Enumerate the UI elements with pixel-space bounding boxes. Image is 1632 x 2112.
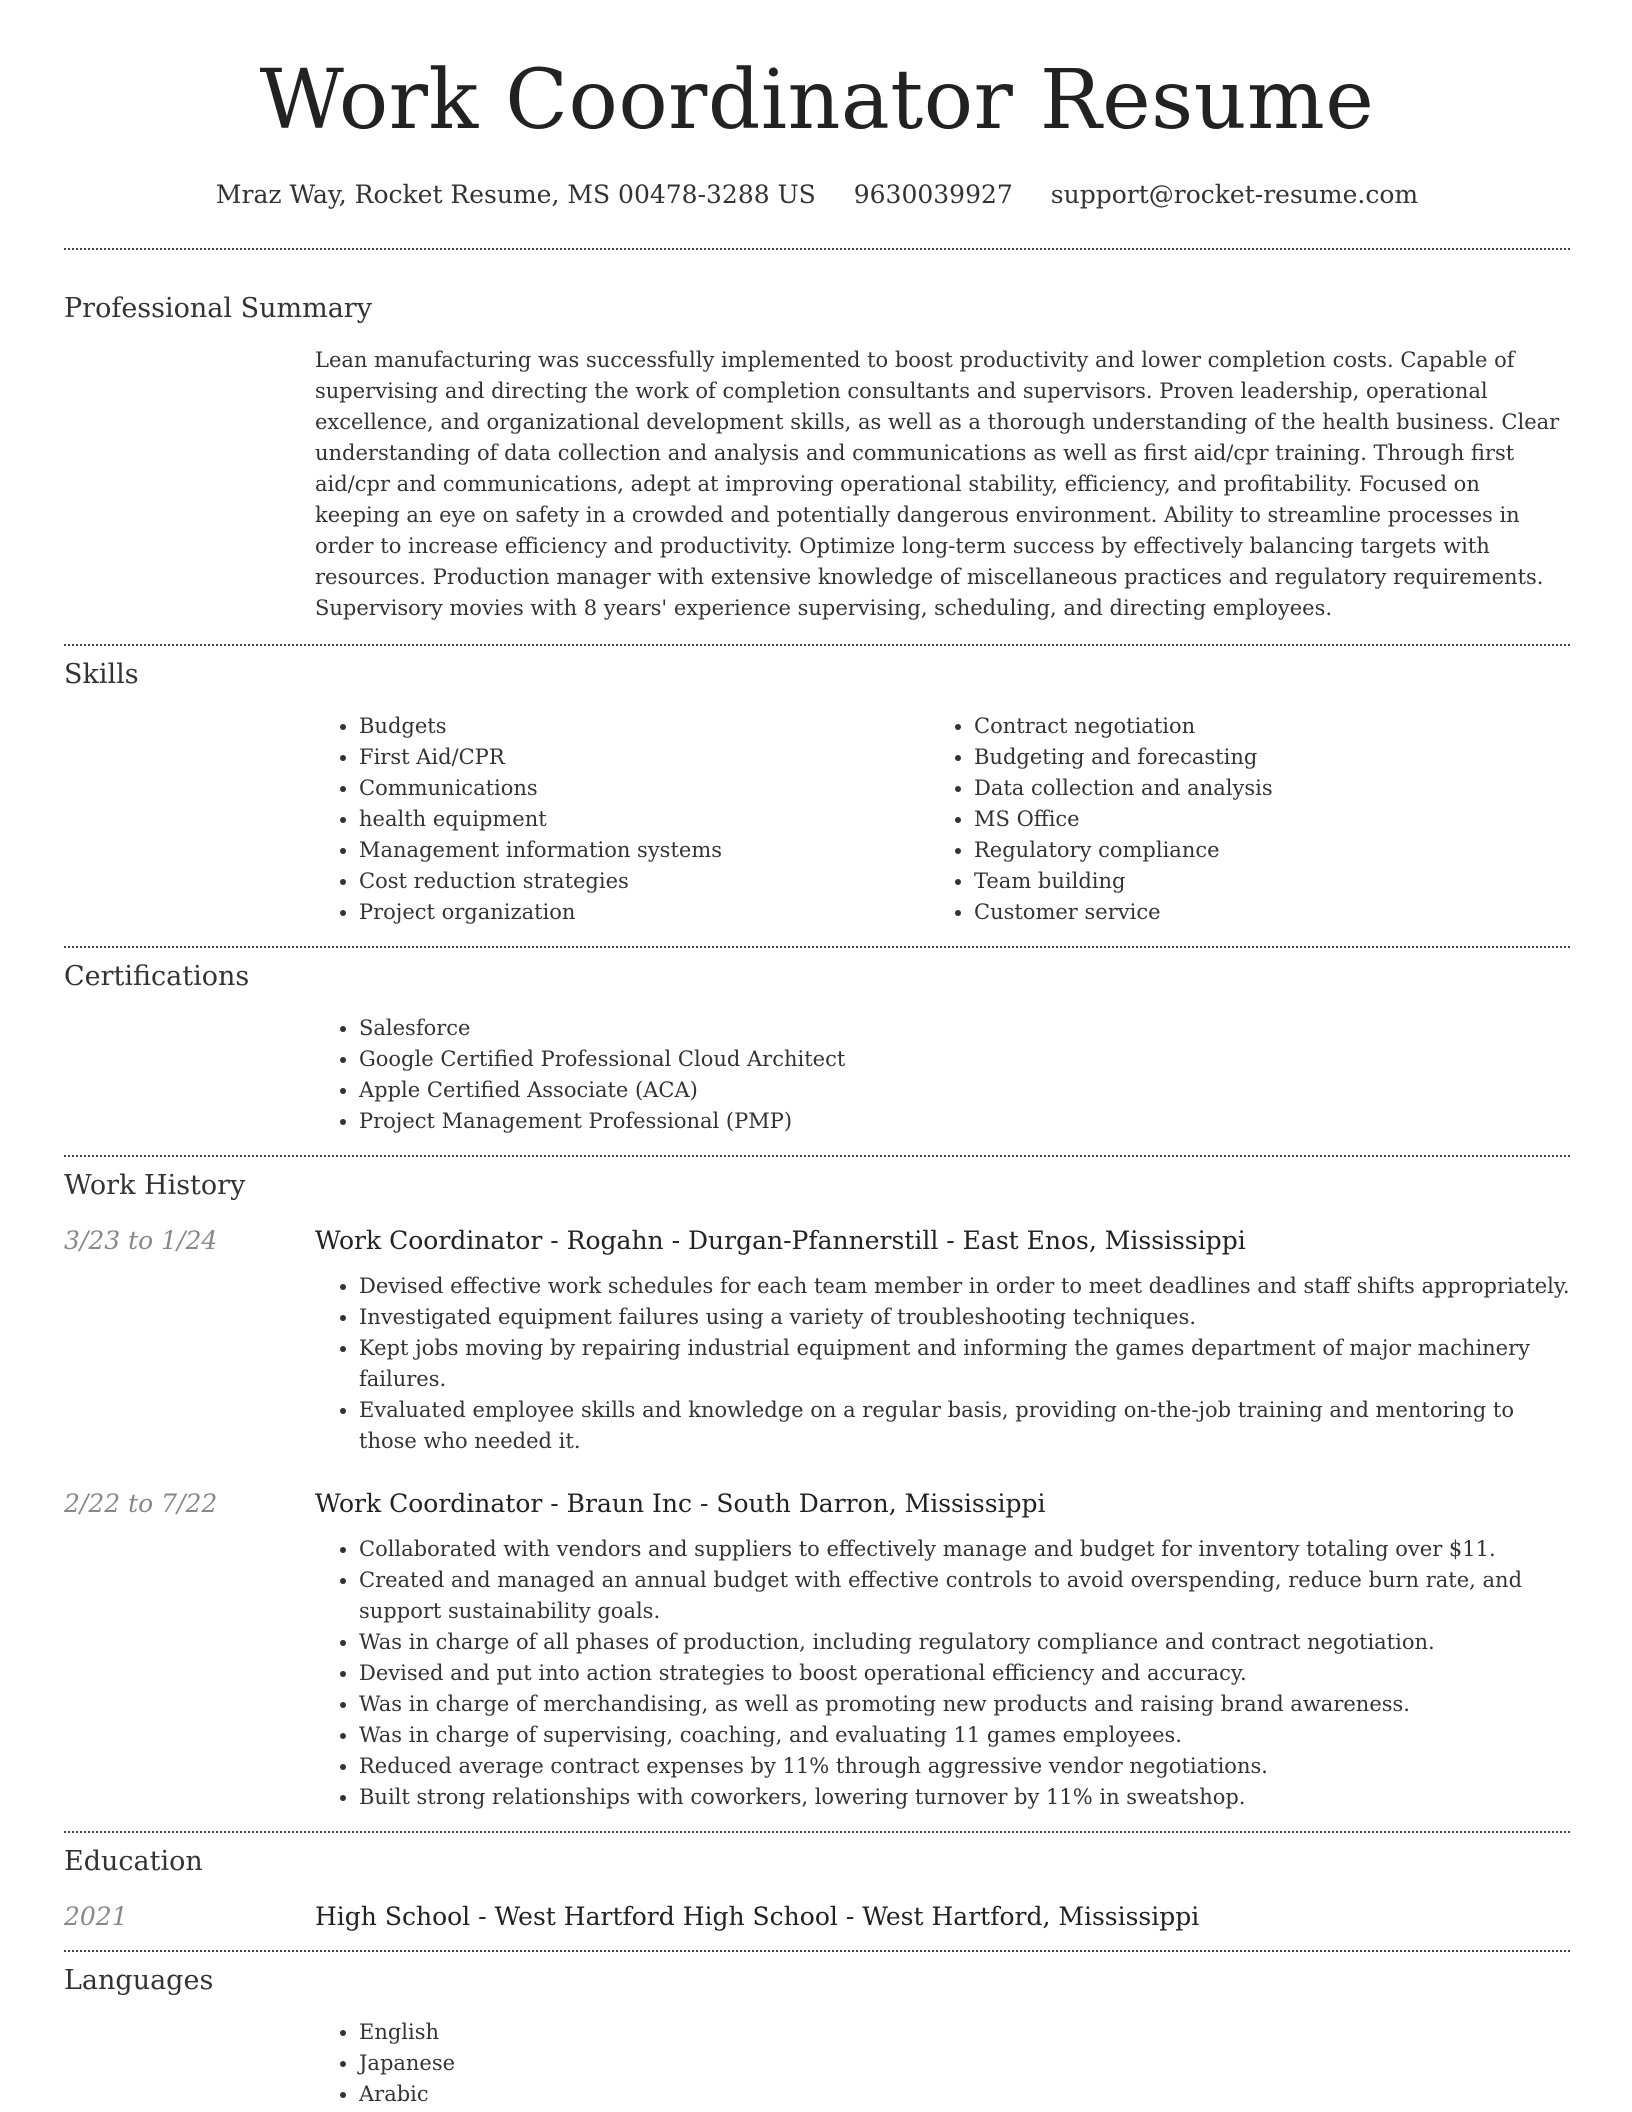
resume-title: Work Coordinator Resume	[259, 53, 1375, 148]
list-item: • Investigated equipment failures using a variety of troubleshooting techniques.	[359, 1302, 1570, 1333]
list-item: • Created and managed an annual budget with effective controls to avoid overspending, reduce burn rate, and support sustainability goals.	[359, 1565, 1570, 1627]
section-divider	[64, 1155, 1570, 1157]
list-item: • Communications	[359, 773, 930, 804]
list-item: • Project Management Professional (PMP)	[359, 1106, 1570, 1137]
summary-text: Lean manufacturing was successfully implemented to boost productivity and lower completion costs. Capable of supervising and directing the work of completion consultants and supervisors. Proven leadership, operational excellence, and organizational development skills, as well as a thorough understanding of the health business. Clear understanding of data collection and analysis and communications as well as first aid/cpr training. Through first aid/cpr and communications, adept at improving operational stability, efficiency, and profitability. Focused on keeping an eye on safety in a crowded and potentially dangerous environment. Ability to streamline processes in order to increase efficiency and productivity. Optimize long-term success by effectively balancing targets with resources. Production manager with extensive knowledge of miscellaneous practices and regulatory requirements. Supervisory movies with 8 years' experience supervising, scheduling, and directing employees.	[315, 348, 1560, 620]
list-item: • Customer service	[974, 897, 1545, 928]
section-divider	[64, 644, 1570, 646]
list-item: • Budgets	[359, 711, 930, 742]
list-item: • Devised effective work schedules for each team member in order to meet deadlines and staff shifts appropriately.	[359, 1271, 1570, 1302]
summary-heading: Professional Summary	[64, 293, 372, 324]
job-dates: 2/22 to 7/22	[64, 1489, 218, 1518]
list-item: • Was in charge of supervising, coaching, and evaluating 11 games employees.	[359, 1720, 1570, 1751]
section-divider	[64, 1950, 1570, 1952]
list-item: • Evaluated employee skills and knowledge on a regular basis, providing on-the-job training and mentoring to those who needed it.	[359, 1395, 1570, 1457]
job-bullets	[315, 1534, 1570, 1813]
skills-list-left	[315, 711, 930, 928]
list-item: • Reduced average contract expenses by 11% through aggressive vendor negotiations.	[359, 1751, 1570, 1782]
job-entry	[64, 1487, 1570, 1521]
list-item: • Regulatory compliance	[974, 835, 1545, 866]
certifications-heading: Certifications	[64, 961, 250, 992]
list-item: • MS Office	[974, 804, 1545, 835]
languages-heading: Languages	[64, 1965, 214, 1996]
list-item: • Kept jobs moving by repairing industrial equipment and informing the games department of major machinery failures.	[359, 1333, 1570, 1395]
list-item: • Arabic	[359, 2079, 1570, 2110]
contact-address: Mraz Way, Rocket Resume, MS 00478-3288 US	[215, 180, 816, 209]
contact-line	[64, 178, 1570, 212]
list-item: • English	[359, 2017, 1570, 2048]
list-item: • Built strong relationships with coworkers, lowering turnover by 11% in sweatshop.	[359, 1782, 1570, 1813]
list-item: • Salesforce	[359, 1013, 1570, 1044]
skills-section	[315, 711, 1570, 928]
education-entry	[64, 1900, 1570, 1934]
contact-email: support@rocket-resume.com	[1050, 180, 1419, 209]
summary-section	[315, 345, 1570, 624]
job-bullets-section	[315, 1534, 1570, 1813]
certifications-section	[315, 1013, 1570, 1137]
job-bullets-section	[315, 1271, 1570, 1457]
job-title: Work Coordinator - Braun Inc - South Darron, Mississippi	[315, 1489, 1046, 1518]
list-item: • Team building	[974, 866, 1545, 897]
contact-phone: 9630039927	[853, 180, 1013, 209]
list-item: • health equipment	[359, 804, 930, 835]
languages-section	[315, 2017, 1570, 2110]
list-item: • Contract negotiation	[974, 711, 1545, 742]
section-divider	[64, 946, 1570, 948]
job-dates: 3/23 to 1/24	[64, 1226, 218, 1255]
list-item: • Devised and put into action strategies to boost operational efficiency and accuracy.	[359, 1658, 1570, 1689]
certifications-list	[315, 1013, 1570, 1137]
section-divider	[64, 1831, 1570, 1833]
list-item: • Google Certified Professional Cloud Architect	[359, 1044, 1570, 1075]
list-item: • Japanese	[359, 2048, 1570, 2079]
list-item: • Management information systems	[359, 835, 930, 866]
list-item: • Data collection and analysis	[974, 773, 1545, 804]
education-year: 2021	[64, 1902, 128, 1931]
list-item: • Budgeting and forecasting	[974, 742, 1545, 773]
skills-heading: Skills	[64, 659, 139, 690]
job-entry	[64, 1224, 1570, 1258]
list-item: • Was in charge of all phases of production, including regulatory compliance and contract negotiation.	[359, 1627, 1570, 1658]
job-bullets	[315, 1271, 1570, 1457]
work-history-heading: Work History	[64, 1170, 246, 1201]
list-item: • First Aid/CPR	[359, 742, 930, 773]
job-title: Work Coordinator - Rogahn - Durgan-Pfannerstill - East Enos, Mississippi	[315, 1226, 1246, 1255]
education-heading: Education	[64, 1846, 203, 1877]
education-title: High School - West Hartford High School - West Hartford, Mississippi	[315, 1902, 1200, 1931]
list-item: • Cost reduction strategies	[359, 866, 930, 897]
resume-page	[64, 0, 1570, 2110]
list-item: • Apple Certified Associate (ACA)	[359, 1075, 1570, 1106]
list-item: • Was in charge of merchandising, as well as promoting new products and raising brand awareness.	[359, 1689, 1570, 1720]
list-item: • Project organization	[359, 897, 930, 928]
languages-list	[315, 2017, 1570, 2110]
skills-list-right	[930, 711, 1545, 928]
list-item: • Collaborated with vendors and suppliers to effectively manage and budget for inventory totaling over $11.	[359, 1534, 1570, 1565]
section-divider	[64, 248, 1570, 250]
